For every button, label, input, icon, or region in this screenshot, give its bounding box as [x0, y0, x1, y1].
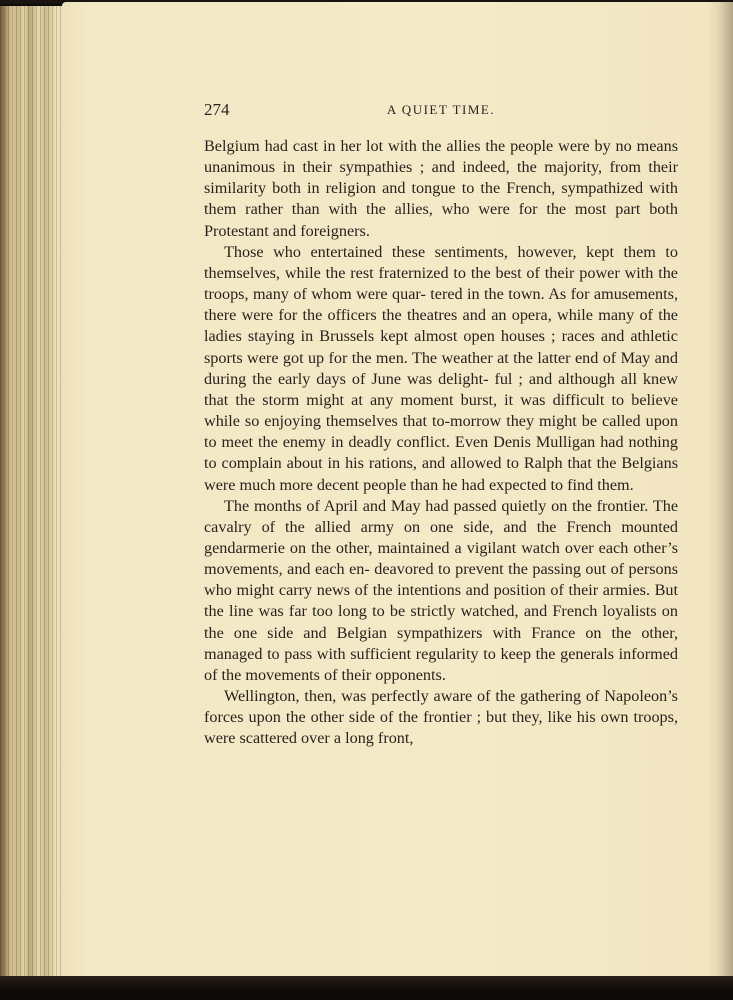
- page-number: 274: [204, 100, 230, 119]
- body-text: [204, 136, 678, 750]
- bottom-shadow: [0, 976, 733, 1000]
- paragraph: Wellington, then, was perfectly aware of the gathering of Napoleon’s forces upon the other side of the frontier ; but they, like his own troops, were scattered over a long front,: [204, 687, 678, 748]
- page-right-edge-shadow: [707, 2, 733, 982]
- book-spine-page-lines: [0, 6, 70, 981]
- paragraph: The months of April and May had passed quietly on the frontier. The cavalry of the allied army on one side, and the French mounted gendarmerie on the other, maintained a vigilant watch over each other’s movements, and each en- deavored to prevent the passing out of persons who might carry news of the intentions and position of their armies. But the line was far too long to be strictly watched, and French loyalists on the one side and Belgian sympathizers with France on the other, managed to pass with sufficient regularity to keep the generals informed of the movements of their opponents.: [204, 496, 678, 684]
- paragraph: Those who entertained these sentiments, however, kept them to themselves, while the rest fraternized to the best of their power with the troops, many of whom were quar- tered in the town. As for amusements, there were for the officers the theatres and an opera, while many of the ladies staying in Brussels kept almost open houses ; races and athletic sports were got up for the men. The weather at the latter end of May and during the early days of June was delight- ful ; and although all knew that the storm might at any moment burst, it was difficult to believe while so enjoying themselves that to-morrow they might be called upon to meet the enemy in deadly conflict. Even Denis Mulligan had nothing to complain about in his rations, and allowed to Ralph that the Belgians were much more decent people than he had expected to find them.: [204, 242, 678, 494]
- page-header: [204, 100, 678, 124]
- running-title: A QUIET TIME.: [386, 102, 496, 117]
- paragraph: Belgium had cast in her lot with the allies the people were by no means unanimous in their sympathies ; and indeed, the majority, from their similarity both in religion and tongue to the French, sympathized with them rather than with the allies, who were for the most part both Protestant and foreigners.: [204, 137, 678, 240]
